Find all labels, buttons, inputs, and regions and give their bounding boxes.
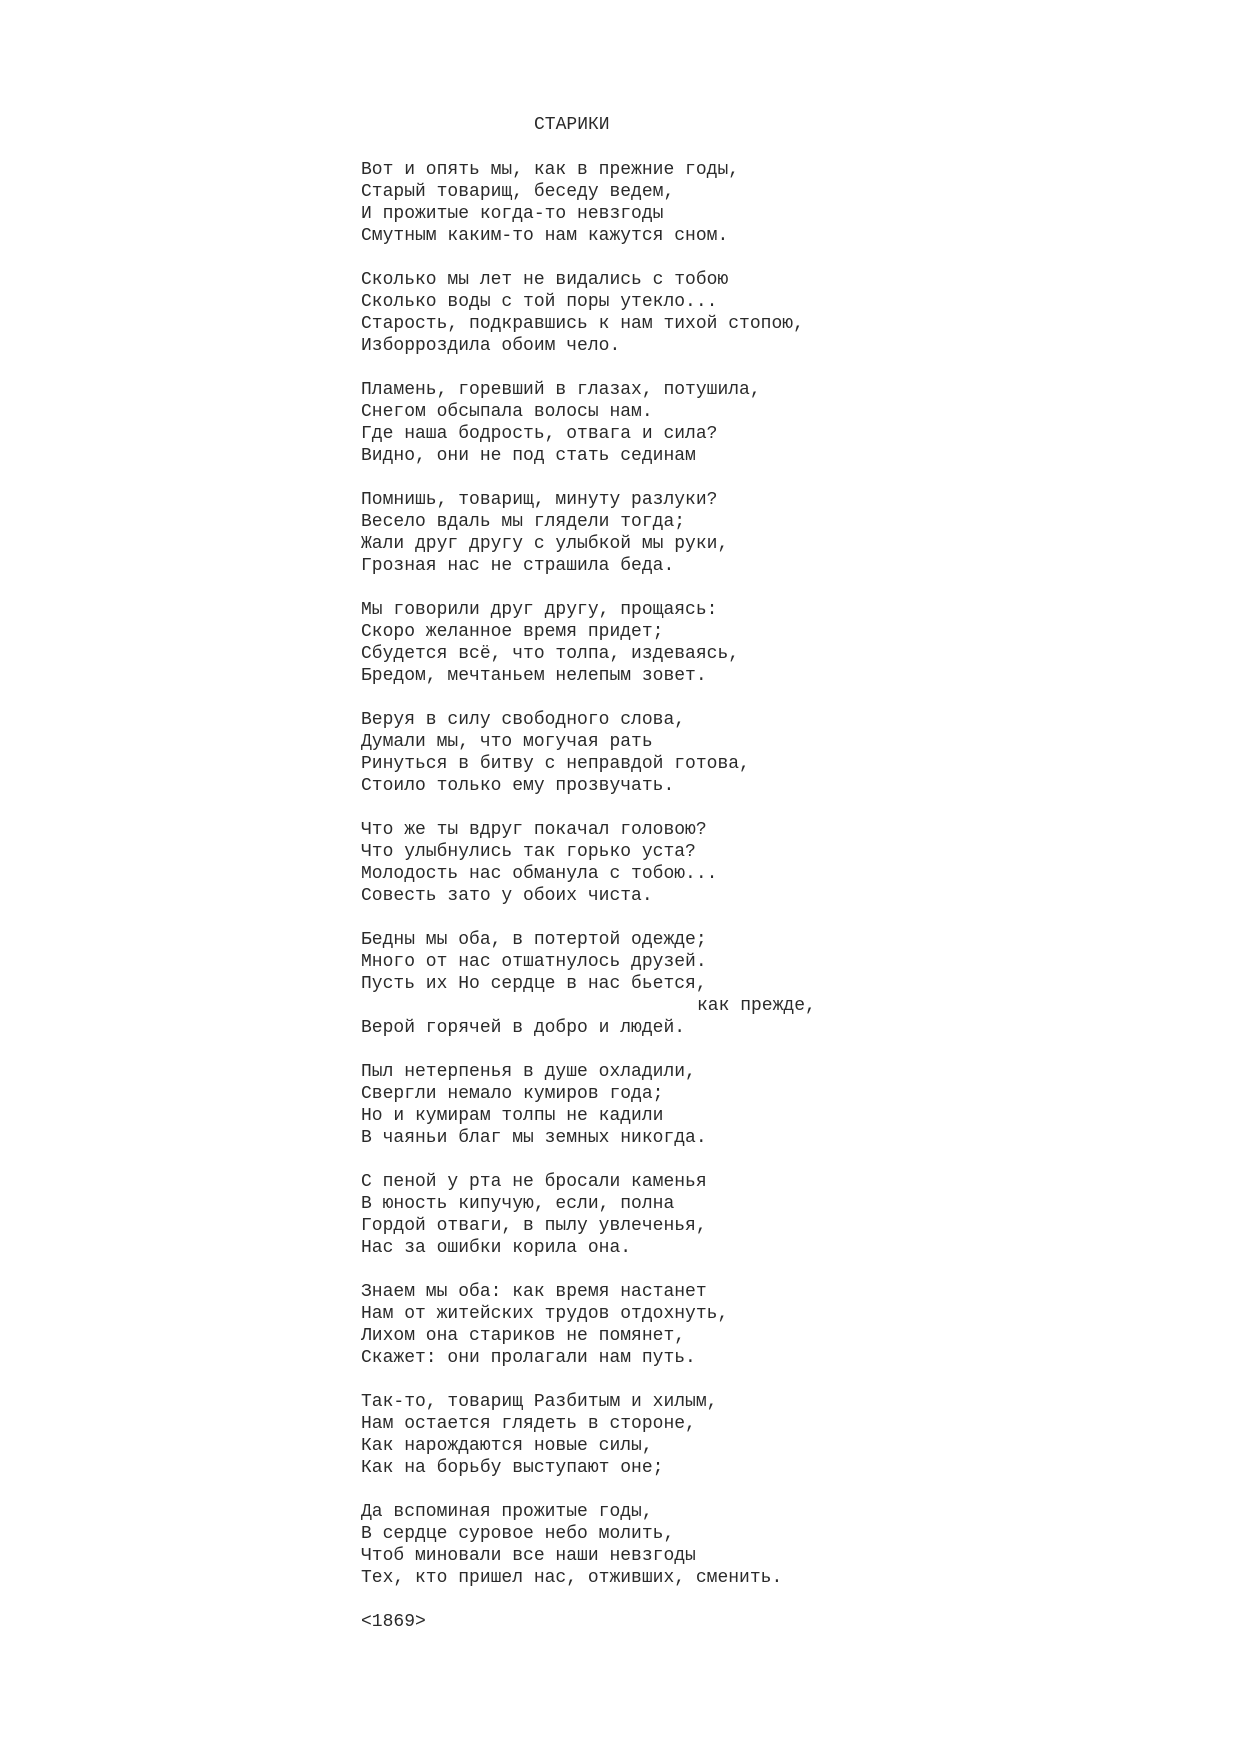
stanza: [361, 599, 1221, 687]
poem-date: <1869>: [361, 1612, 426, 1632]
poem-line: Мы говорили друг другу, прощаясь:: [361, 600, 718, 620]
poem-line: В чаяньи благ мы земных никогда.: [361, 1128, 707, 1148]
poem-line: Старый товарищ, беседу ведем,: [361, 182, 675, 202]
poem-line: Ринуться в битву с неправдой готова,: [361, 754, 750, 774]
poem-line: Как нарождаются новые силы,: [361, 1436, 653, 1456]
poem-line: Видно, они не под стать сединам: [361, 446, 696, 466]
poem-line: Скоро желанное время придет;: [361, 622, 664, 642]
poem-line: В юность кипучую, если, полна: [361, 1194, 675, 1214]
poem-line: Старость, подкравшись к нам тихой стопою,: [361, 314, 804, 334]
poem-line: Молодость нас обманула с тобою...: [361, 864, 718, 884]
poem-line: Свергли немало кумиров года;: [361, 1084, 664, 1104]
poem-line: Пыл нетерпенья в душе охладили,: [361, 1062, 696, 1082]
poem-line: Чтоб миновали все наши невзгоды: [361, 1546, 696, 1566]
poem-line: Что же ты вдруг покачал головою?: [361, 820, 707, 840]
stanza: [361, 1391, 1221, 1479]
poem-line: Лихом она стариков не помянет,: [361, 1326, 686, 1346]
poem-line: В сердце суровое небо молить,: [361, 1524, 675, 1544]
poem-line: Пламень, горевший в глазах, потушила,: [361, 380, 761, 400]
poem-line: Сколько мы лет не видались с тобою: [361, 270, 729, 290]
stanza: [361, 1281, 1221, 1369]
poem-line: Сбудется всё, что толпа, издеваясь,: [361, 644, 740, 664]
poem-line: Совесть зато у обоих чиста.: [361, 886, 653, 906]
stanza: [361, 159, 1221, 247]
poem-line: Снегом обсыпала волосы нам.: [361, 402, 653, 422]
stanza: [361, 1501, 1221, 1589]
poem-line: Скажет: они пролагали нам путь.: [361, 1348, 696, 1368]
poem-line-continuation: как прежде,: [697, 996, 816, 1016]
stanza: [361, 1171, 1221, 1259]
poem-line: Веруя в силу свободного слова,: [361, 710, 686, 730]
poem-line: Но и кумирам толпы не кадили: [361, 1106, 664, 1126]
poem-line: Стоило только ему прозвучать.: [361, 776, 675, 796]
stanza: [361, 929, 1221, 1039]
poem-line: Знаем мы оба: как время настанет: [361, 1282, 707, 1302]
poem-line: И прожитые когда-то невзгоды: [361, 204, 664, 224]
poem-line: Нас за ошибки корила она.: [361, 1238, 632, 1258]
poem-line: Гордой отваги, в пылу увлеченья,: [361, 1216, 707, 1236]
poem-title: СТАРИКИ: [534, 115, 610, 135]
poem-line: Жали друг другу с улыбкой мы руки,: [361, 534, 729, 554]
poem-body: [361, 159, 1221, 1633]
stanza: [361, 819, 1221, 907]
poem-line: Думали мы, что могучая рать: [361, 732, 653, 752]
poem-line: Тех, кто пришел нас, отживших, сменить.: [361, 1568, 783, 1588]
stanza: [361, 269, 1221, 357]
poem-line: Да вспоминая прожитые годы,: [361, 1502, 653, 1522]
poem-line: Помнишь, товарищ, минуту разлуки?: [361, 490, 718, 510]
stanza: [361, 489, 1221, 577]
poem-line: Изборроздила обоим чело.: [361, 336, 621, 356]
poem-line: Как на борьбу выступают оне;: [361, 1458, 664, 1478]
poem-line: Бредом, мечтаньем нелепым зовет.: [361, 666, 707, 686]
poem-line: Вот и опять мы, как в прежние годы,: [361, 160, 740, 180]
poem-line: Смутным каким-то нам кажутся сном.: [361, 226, 729, 246]
stanza: [361, 709, 1221, 797]
poem-line: Где наша бодрость, отвага и сила?: [361, 424, 718, 444]
poem-line: Пусть их Но сердце в нас бьется,: [361, 974, 707, 994]
poem-line: Грозная нас не страшила беда.: [361, 556, 675, 576]
poem-line: Нам остается глядеть в стороне,: [361, 1414, 696, 1434]
poem-line: С пеной у рта не бросали каменья: [361, 1172, 707, 1192]
poem-line: Верой горячей в добро и людей.: [361, 1018, 686, 1038]
stanza: [361, 1061, 1221, 1149]
poem-line: Весело вдаль мы глядели тогда;: [361, 512, 686, 532]
poem-line: Так-то, товарищ Разбитым и хилым,: [361, 1392, 718, 1412]
poem-line: Много от нас отшатнулось друзей.: [361, 952, 707, 972]
stanza: [361, 379, 1221, 467]
poem-line: Нам от житейских трудов отдохнуть,: [361, 1304, 729, 1324]
poem-line: Что улыбнулись так горько уста?: [361, 842, 696, 862]
poem-line: Сколько воды с той поры утекло...: [361, 292, 718, 312]
poem-line: Бедны мы оба, в потертой одежде;: [361, 930, 707, 950]
